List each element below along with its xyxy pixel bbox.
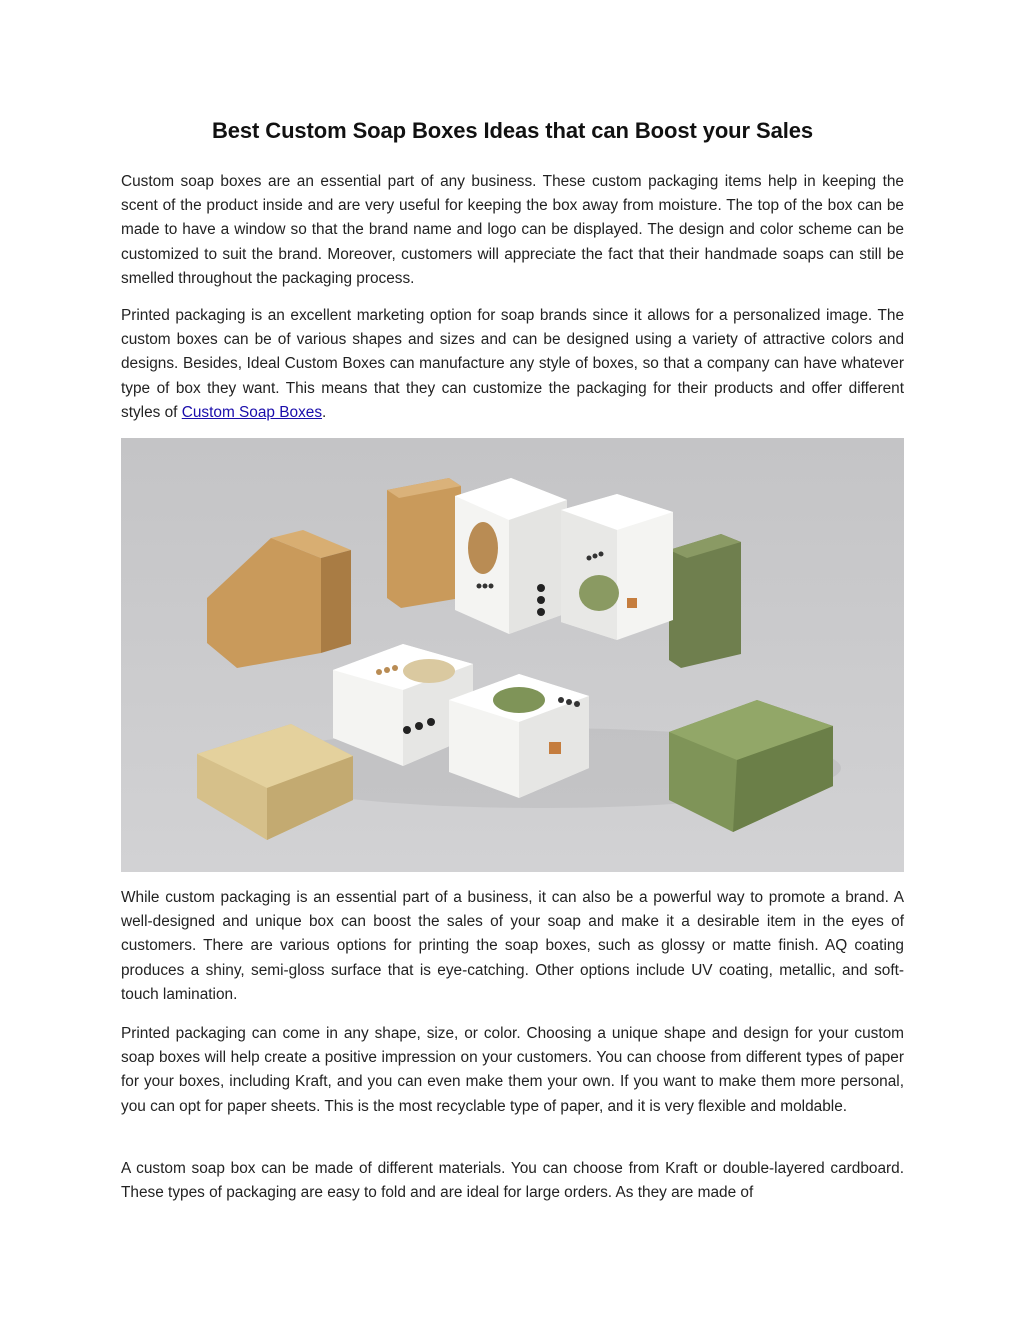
document-title: Best Custom Soap Boxes Ideas that can Boost your Sales — [212, 118, 813, 143]
paragraph-4: Printed packaging can come in any shape, size, or color. Choosing a unique shape and design for your custom soap boxes will help create a positive impression on your customers. You can choose from different types of paper for your boxes, including Kraft, and you can even make them your own. If you want to make them more personal, you can opt for paper sheets. This is the most recyclable type of paper, and it is very flexible and moldable. — [121, 1025, 904, 1115]
white-box-back-right — [561, 494, 673, 640]
paragraph-2-end: . — [322, 403, 327, 421]
paragraph-2-text: Printed packaging is an excellent marketing option for soap brands since it allows for a personalized image. The custom boxes can be of various shapes and sizes and can be designed using a variety of attractive colors and designs. Besides, Ideal Custom Boxes can manufacture any style of boxes, so that a company can have whatever type of box they want. This means that they can customize the packaging for their products and offer different styles of — [121, 307, 904, 421]
paragraph-3: While custom packaging is an essential part of a business, it can also be a powerful way to promote a brand. A well-designed and unique box can boost the sales of your soap and make it a desirable item in the eyes of customers. There are various options for printing the soap boxes, such as glossy or matte finish. AQ coating produces a shiny, semi-gloss surface that is eye-catching. Other options include UV coating, metallic, and soft-touch lamination. — [121, 889, 904, 1003]
paragraph-1: Custom soap boxes are an essential part of any business. These custom packaging items help in keeping the scent of the product inside and are very useful for keeping the box away from moisture. The top of the box can be made to have a window so that the brand name and logo can be displayed. The design and color scheme can be customized to suit the brand. Moreover, customers will appreciate the fact that their handmade soaps can still be smelled throughout the packaging process. — [121, 173, 904, 287]
white-box-back-left — [455, 478, 567, 634]
soap-boxes-photo — [121, 438, 904, 872]
paragraph-5: A custom soap box can be made of different materials. You can choose from Kraft or double-layered cardboard. These types of packaging are easy to fold and are ideal for large orders. As they are made of — [121, 1160, 904, 1202]
paragraph-2 — [121, 304, 904, 425]
custom-soap-boxes-link[interactable]: Custom Soap Boxes — [181, 403, 323, 421]
